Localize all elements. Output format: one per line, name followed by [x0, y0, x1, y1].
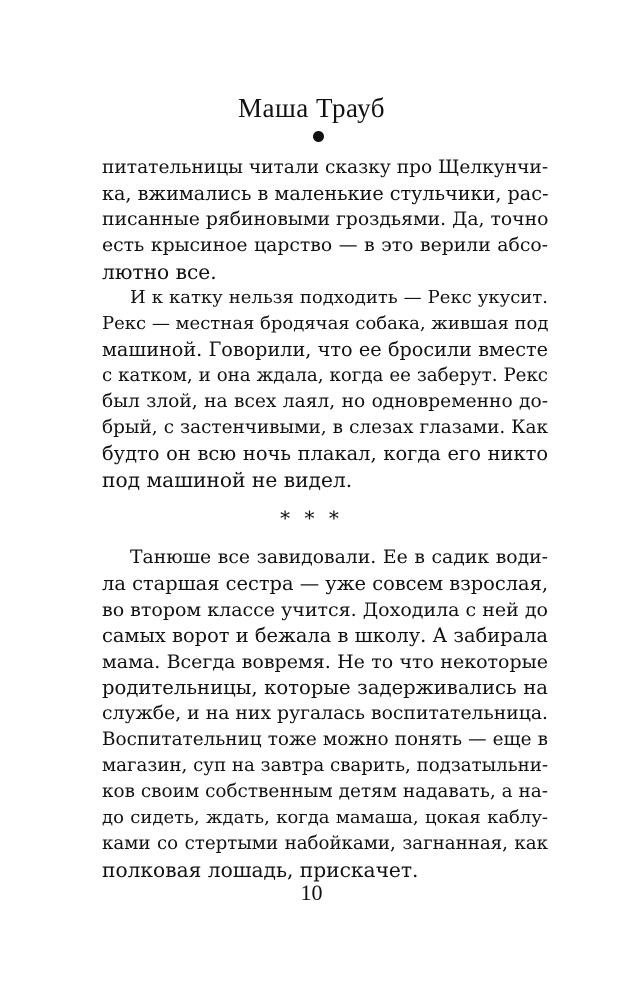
- text-line: до сидеть, ждать, когда мамаша, цокая каблу-: [102, 807, 548, 828]
- text-line: ла старшая сестра — уже совсем взрослая,: [102, 572, 548, 595]
- running-header-author: Маша Трауб: [238, 93, 385, 123]
- text-line: под машиной не видел.: [102, 468, 353, 492]
- text-line: есть крысиное царство — в это верили абсо-: [102, 235, 548, 256]
- section-separator: * * *: [280, 506, 343, 530]
- text-line: писанные рябиновыми гроздьями. Да, точно: [102, 209, 549, 230]
- text-line: ками со стертыми набойками, загнанная, как: [102, 833, 548, 854]
- text-line: Воспитательниц тоже можно понять — еще в: [102, 729, 548, 750]
- text-line: мама. Всегда вовремя. Не то что некоторые: [102, 651, 548, 673]
- text-line: ков своим собственным детям надавать, а на-: [102, 781, 548, 802]
- text-line: будто он всю ночь плакал, когда его никто: [102, 442, 548, 465]
- text-line: ка, вжимались в маленькие стульчики, рас-: [102, 182, 549, 205]
- text-line: магазин, суп на завтра сварить, подзатыльни-: [102, 755, 548, 776]
- text-line: полковая лошадь, прискачет.: [102, 858, 419, 882]
- text-line: родительницы, которые задерживались на: [102, 676, 548, 699]
- text-line: во втором классе учится. Доходила с ней до: [102, 599, 548, 621]
- text-line: службе, и на них ругалась воспитательница.: [102, 703, 548, 724]
- text-line: машиной. Говорили, что ее бросили вместе: [102, 338, 548, 361]
- text-line: Танюше все завидовали. Ее в садик води-: [130, 547, 548, 568]
- text-line: Рекс — местная бродячая собака, жившая под: [102, 313, 549, 334]
- header-bullet-ornament: [313, 131, 324, 142]
- text-line: был злой, на всех лаял, но одновременно до-: [102, 391, 548, 412]
- text-line: питательницы читали сказку про Щелкунчи-: [102, 157, 549, 178]
- text-line: лютно все.: [102, 260, 217, 284]
- text-line: самых ворот и бежала в школу. А забирала: [102, 624, 548, 647]
- text-line: с катком, и она ждала, когда ее заберут. Рекс: [102, 365, 548, 386]
- text-line: брый, с застенчивыми, в слезах глазами. Как: [102, 417, 548, 438]
- page-number: 10: [300, 880, 323, 905]
- text-line: И к катку нельзя подходить — Рекс укусит.: [130, 287, 548, 308]
